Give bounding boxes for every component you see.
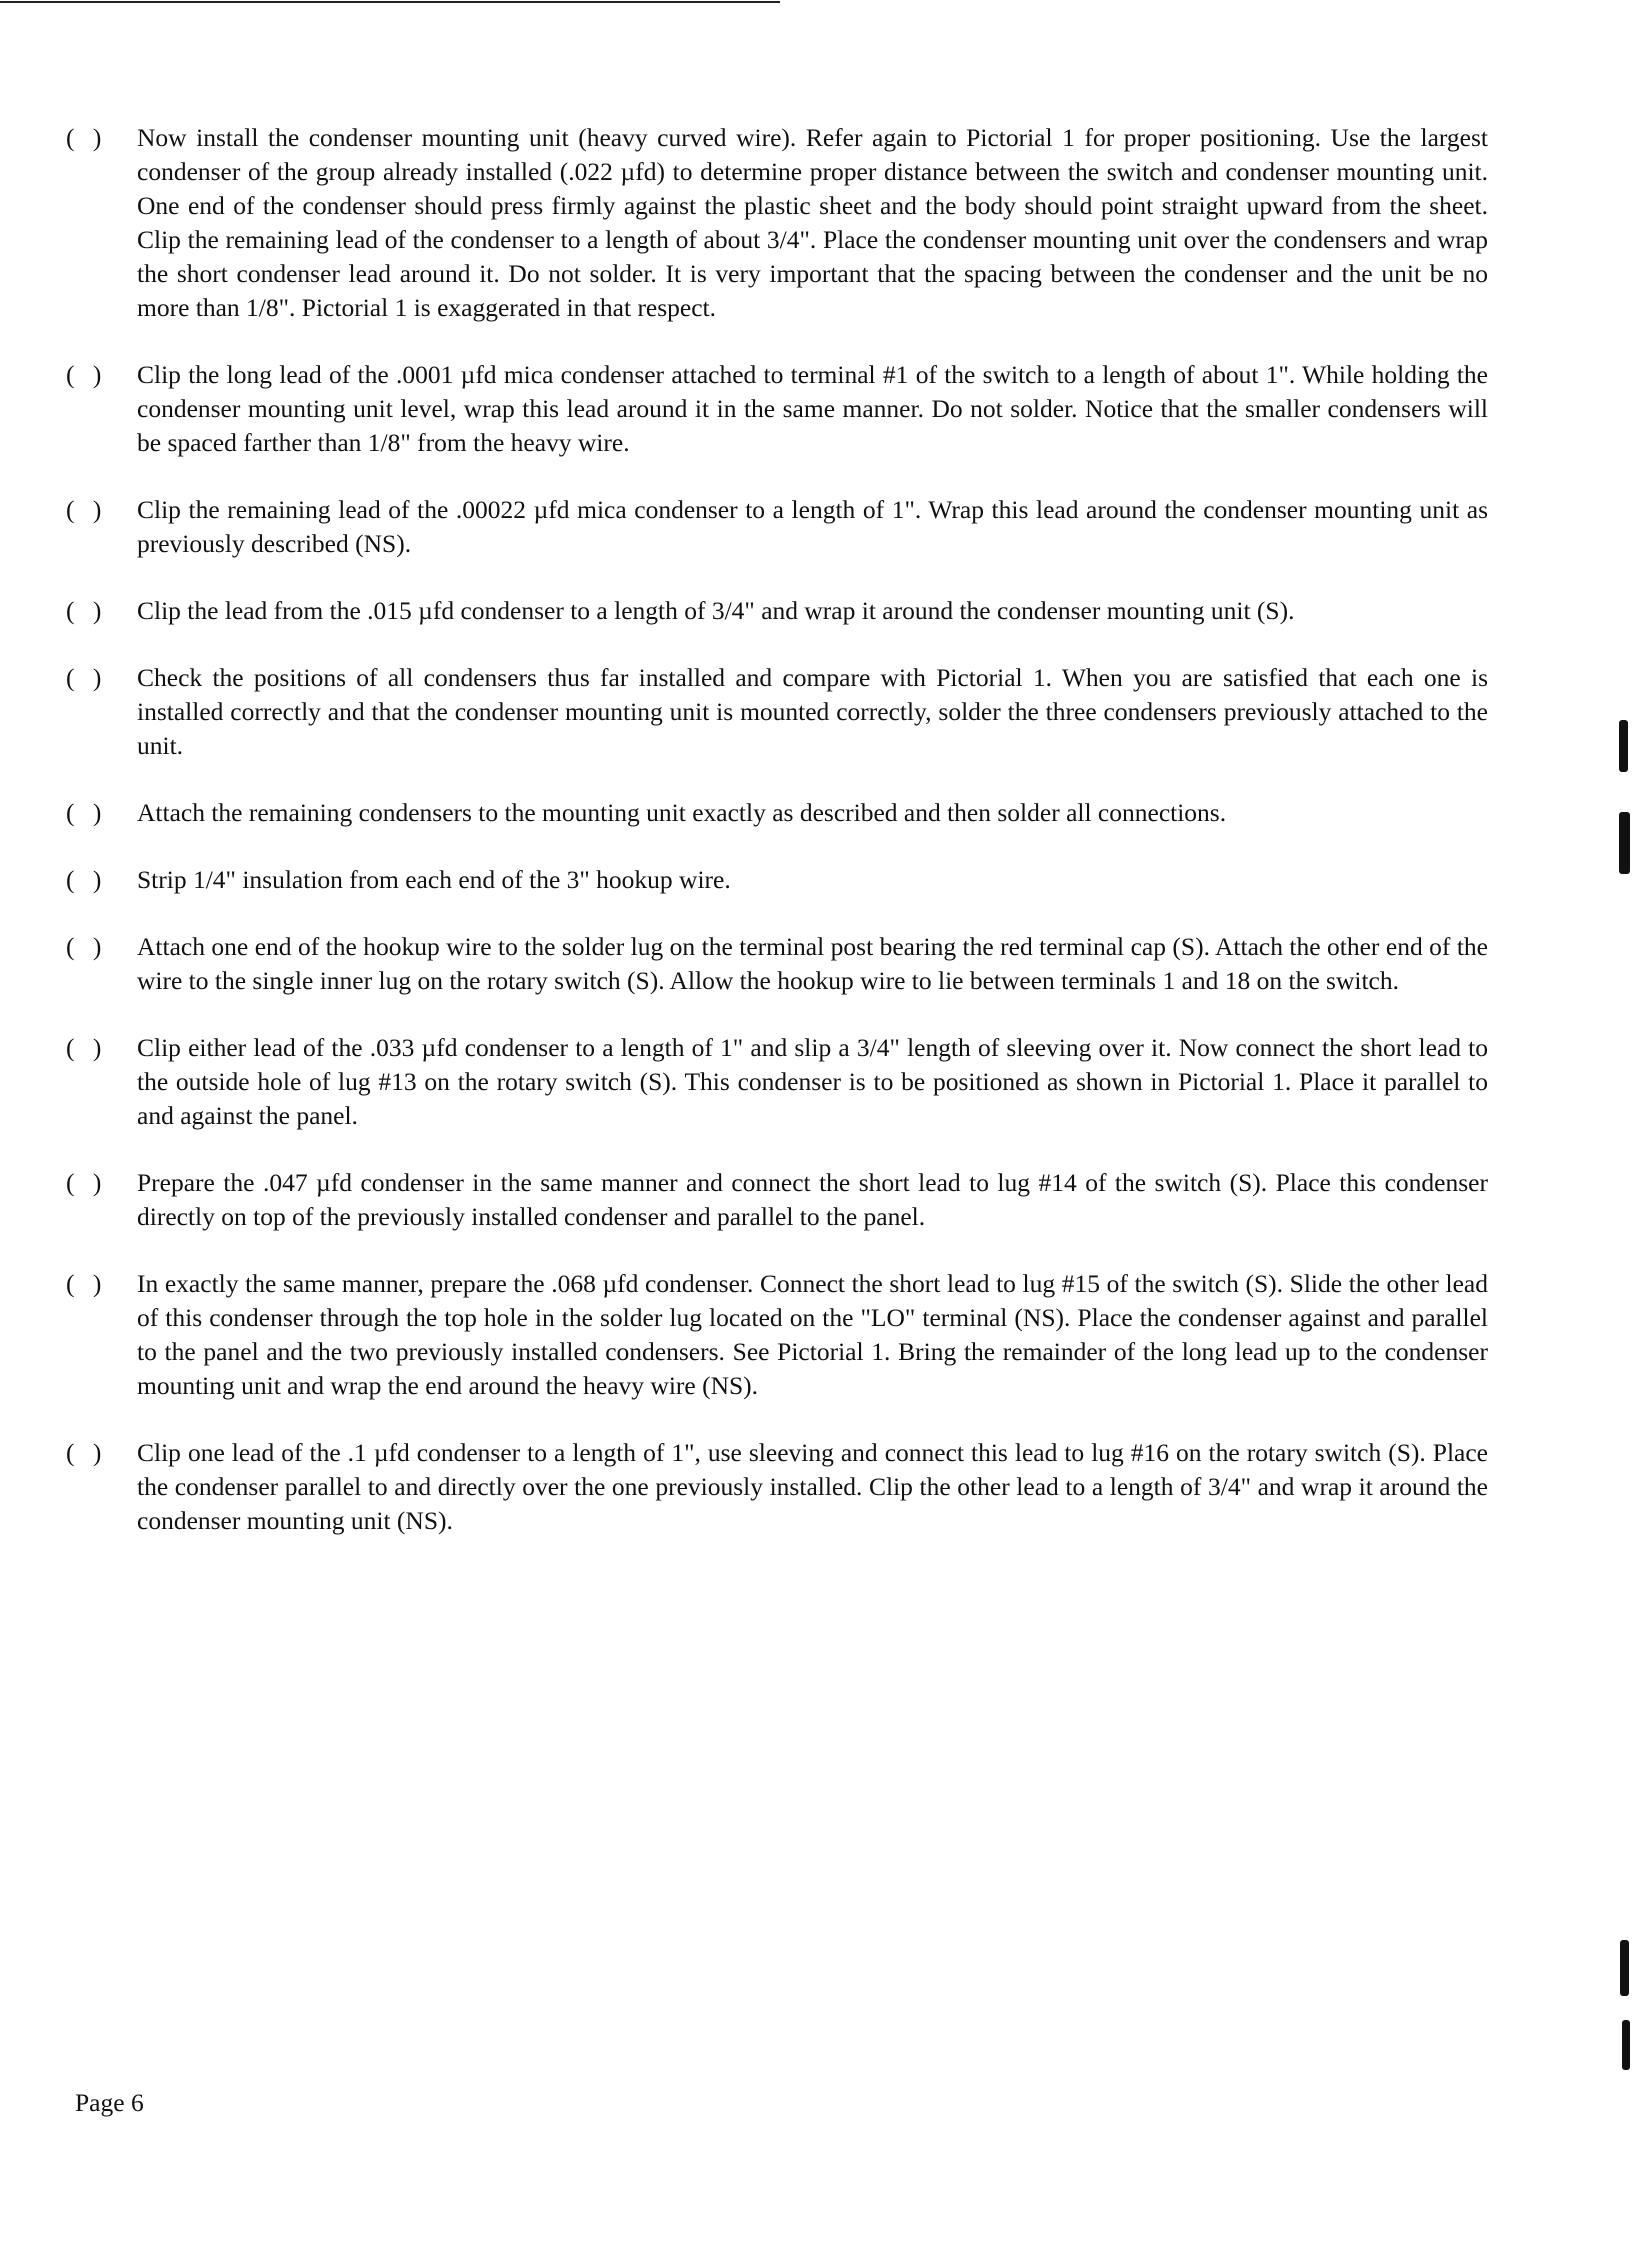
binder-mark xyxy=(1619,720,1628,772)
instruction-item xyxy=(66,796,1488,830)
instruction-item xyxy=(66,121,1488,325)
instruction-text: Now install the condenser mounting unit (heavy curved wire). Refer again to Pictorial 1 for proper positioning. Use the largest condenser of the group already installed (.022 µfd) to determine proper distance between the switch and condenser mounting unit. One end of the condenser should press firmly against the plastic sheet and the body should point straight upward from the sheet. Clip the remaining lead of the condenser to a length of about 3/4". Place the condenser mounting unit over the condensers and wrap the short condenser lead around it. Do not solder. It is very important that the spacing between the condenser and the unit be no more than 1/8". Pictorial 1 is exaggerated in that respect. xyxy=(137,123,1488,322)
instruction-item xyxy=(66,863,1488,897)
step-checkbox[interactable]: ( ) xyxy=(66,663,108,692)
binder-mark xyxy=(1620,1940,1629,1996)
step-checkbox[interactable]: ( ) xyxy=(66,596,108,625)
instruction-text: Clip the long lead of the .0001 µfd mica condenser attached to terminal #1 of the switch to a length of about 1". While holding the condenser mounting unit level, wrap this lead around it in the same manner. Do not solder. Notice that the smaller condensers will be spaced farther than 1/8" from the heavy wire. xyxy=(137,360,1488,457)
page-number: Page 6 xyxy=(75,2088,144,2117)
instruction-text: Check the positions of all condensers thus far installed and compare with Pictorial 1. When you are satisfied that each one is installed correctly and that the condenser mounting unit is mounted correctly, solder the three condensers previously attached to the unit. xyxy=(137,663,1488,760)
step-checkbox[interactable]: ( ) xyxy=(66,495,108,524)
step-checkbox[interactable]: ( ) xyxy=(66,865,108,894)
step-checkbox[interactable]: ( ) xyxy=(66,1168,108,1197)
binder-mark xyxy=(1619,812,1630,874)
instruction-list xyxy=(66,121,1488,1571)
instruction-text: Clip the remaining lead of the .00022 µfd mica condenser to a length of 1". Wrap this lead around the condenser mounting unit as previously described (NS). xyxy=(137,495,1488,558)
instruction-text: Attach the remaining condensers to the mounting unit exactly as described and then solder all connections. xyxy=(137,798,1227,827)
instruction-text: Attach one end of the hookup wire to the solder lug on the terminal post bearing the red terminal cap (S). Attach the other end of the wire to the single inner lug on the rotary switch (S). Allow the hookup wire to lie between terminals 1 and 18 on the switch. xyxy=(137,932,1488,995)
step-checkbox[interactable]: ( ) xyxy=(66,1269,108,1298)
instruction-text: Strip 1/4" insulation from each end of the 3" hookup wire. xyxy=(137,865,731,894)
step-checkbox[interactable]: ( ) xyxy=(66,123,108,152)
instruction-item xyxy=(66,661,1488,763)
instruction-text: In exactly the same manner, prepare the .068 µfd condenser. Connect the short lead to lug #15 of the switch (S). Slide the other lead of this condenser through the top hole in the solder lug located on the "LO" terminal (NS). Place the condenser against and parallel to the panel and the two previously installed condensers. See Pictorial 1. Bring the remainder of the long lead up to the condenser mounting unit and wrap the end around the heavy wire (NS). xyxy=(137,1269,1488,1400)
instruction-item xyxy=(66,358,1488,460)
step-checkbox[interactable]: ( ) xyxy=(66,360,108,389)
instruction-item xyxy=(66,1436,1488,1538)
instruction-item xyxy=(66,930,1488,998)
instruction-item xyxy=(66,1267,1488,1403)
instruction-text: Clip the lead from the .015 µfd condenser to a length of 3/4" and wrap it around the condenser mounting unit (S). xyxy=(137,596,1295,625)
step-checkbox[interactable]: ( ) xyxy=(66,1438,108,1467)
instruction-item xyxy=(66,594,1488,628)
step-checkbox[interactable]: ( ) xyxy=(66,932,108,961)
binder-mark xyxy=(1622,2020,1630,2070)
instruction-text: Clip one lead of the .1 µfd condenser to a length of 1", use sleeving and connect this lead to lug #16 on the rotary switch (S). Place the condenser parallel to and directly over the one previously installed. Clip the other lead to a length of 3/4" and wrap it around the condenser mounting unit (NS). xyxy=(137,1438,1488,1535)
instruction-text: Clip either lead of the .033 µfd condenser to a length of 1" and slip a 3/4" length of sleeving over it. Now connect the short lead to the outside hole of lug #13 on the rotary switch (S). This condenser is to be positioned as shown in Pictorial 1. Place it parallel to and against the panel. xyxy=(137,1033,1488,1130)
instruction-item xyxy=(66,493,1488,561)
instruction-item xyxy=(66,1166,1488,1234)
instruction-text: Prepare the .047 µfd condenser in the same manner and connect the short lead to lug #14 of the switch (S). Place this condenser directly on top of the previously installed condenser and parallel to the panel. xyxy=(137,1168,1488,1231)
top-rule xyxy=(0,1,780,3)
step-checkbox[interactable]: ( ) xyxy=(66,1033,108,1062)
instruction-item xyxy=(66,1031,1488,1133)
step-checkbox[interactable]: ( ) xyxy=(66,798,108,827)
